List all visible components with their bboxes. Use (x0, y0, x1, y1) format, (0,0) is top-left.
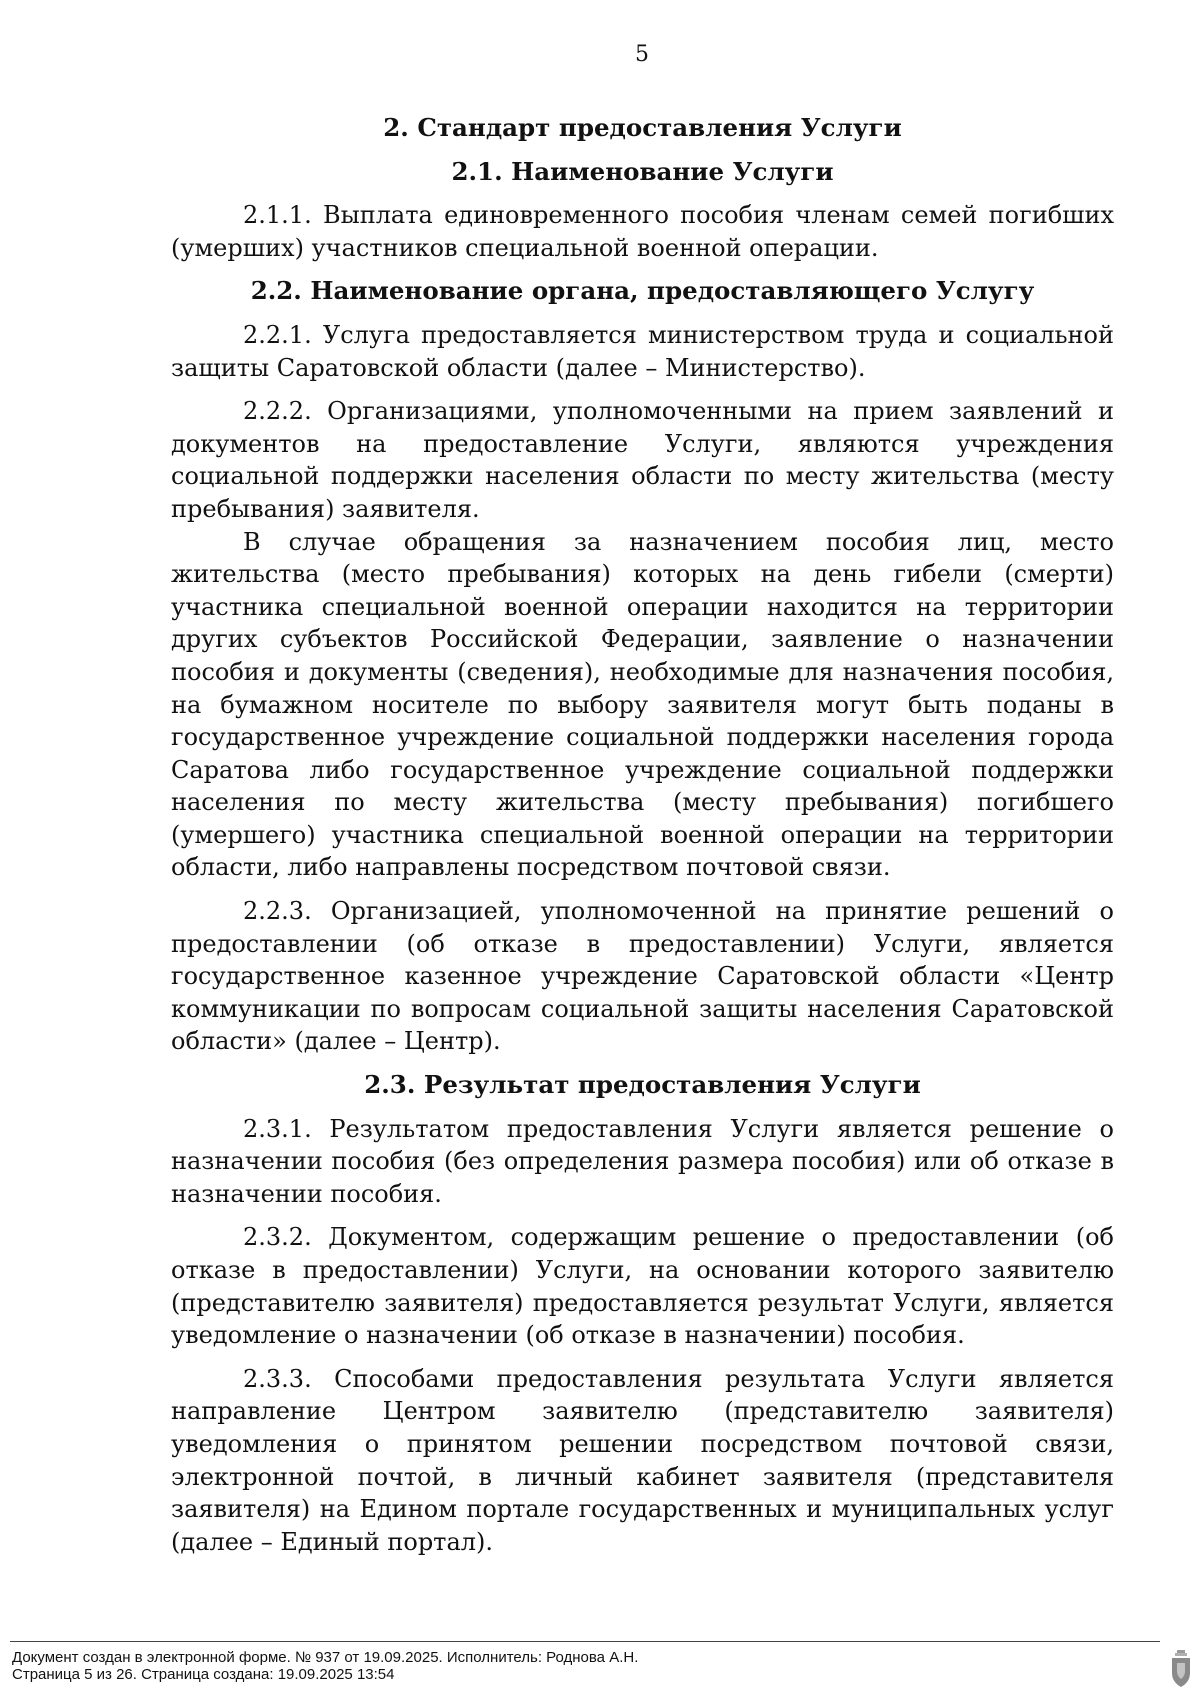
paragraph-2-3-1: 2.3.1. Результатом предоставления Услуги является решение о назначении пособия (без определения размера пособия) или об отказе в назначении пособия. (171, 1114, 1114, 1208)
paragraph-2-2-2-continuation: В случае обращения за назначением пособия лиц, место жительства (место пребывания) которых на день гибели (смерти) участника специальной военной операции находится на территории других субъектов Российской Федерации, заявление о назначении пособия и документы (сведения), необходимые для назначения пособия, на бумажном носителе по выбору заявителя могут быть поданы в государственное учреждение социальной поддержки населения города Саратова либо государственное учреждение социальной поддержки населения по месту жительства (месту пребывания) погибшего (умершего) участника специальной военной операции на территории области, либо направлены посредством почтовой связи. (171, 527, 1114, 882)
document-footer (0, 1641, 1200, 1698)
footer-divider (10, 1641, 1160, 1642)
section-2-3-title: 2.3. Результат предоставления Услуги (364, 1070, 921, 1100)
footer-line-page-info: Страница 5 из 26. Страница создана: 19.09.2025 13:54 (12, 1666, 395, 1683)
coat-of-arms-icon (1169, 1649, 1193, 1689)
paragraph-2-3-2: 2.3.2. Документом, содержащим решение о предоставлении (об отказе в предоставлении) Услуги, на основании которого заявителю (представителю заявителя) предоставляется результат Услуги, является уведомление о назначении (об отказе в назначении) пособия. (171, 1223, 1114, 1350)
paragraph-2-2-2: 2.2.2. Организациями, уполномоченными на прием заявлений и документов на предоставление Услуги, являются учреждения социальной поддержки населения области по месту жительства (месту пребывания) заявителя. (171, 397, 1114, 523)
document-body (171, 112, 1114, 1558)
paragraph-2-2-3: 2.2.3. Организацией, уполномоченной на принятие решений о предоставлении (об отказе в предоставлении) Услуги, является государственное казенное учреждение Саратовской области «Центр коммуникации по вопросам социальной защиты населения Саратовской области» (далее – Центр). (171, 897, 1114, 1056)
paragraph-2-1-1: 2.1.1. Выплата единовременного пособия членам семей погибших (умерших) участников специальной военной операции. (171, 201, 1114, 262)
paragraph-2-2-1: 2.2.1. Услуга предоставляется министерством труда и социальной защиты Саратовской области (далее – Министерство). (171, 320, 1114, 382)
section-2-2-title: 2.2. Наименование органа, предоставляющего Услугу (250, 276, 1035, 306)
paragraph-2-3-3: 2.3.3. Способами предоставления результата Услуги является направление Центром заявителю (представителю заявителя) уведомления о принятом решении посредством почтовой связи, электронной почтой, в личный кабинет заявителя (представителя заявителя) на Едином портале государственных и муниципальных услуг (далее – Единый портал). (171, 1364, 1114, 1556)
footer-line-document-info: Документ создан в электронной форме. № 937 от 19.09.2025. Исполнитель: Роднова А.Н. (12, 1649, 639, 1666)
page-number: 5 (635, 42, 649, 67)
section-2-1-title: 2.1. Наименование Услуги (451, 156, 834, 186)
footer-text (12, 1649, 638, 1683)
section-2-title: 2. Стандарт предоставления Услуги (383, 113, 902, 142)
